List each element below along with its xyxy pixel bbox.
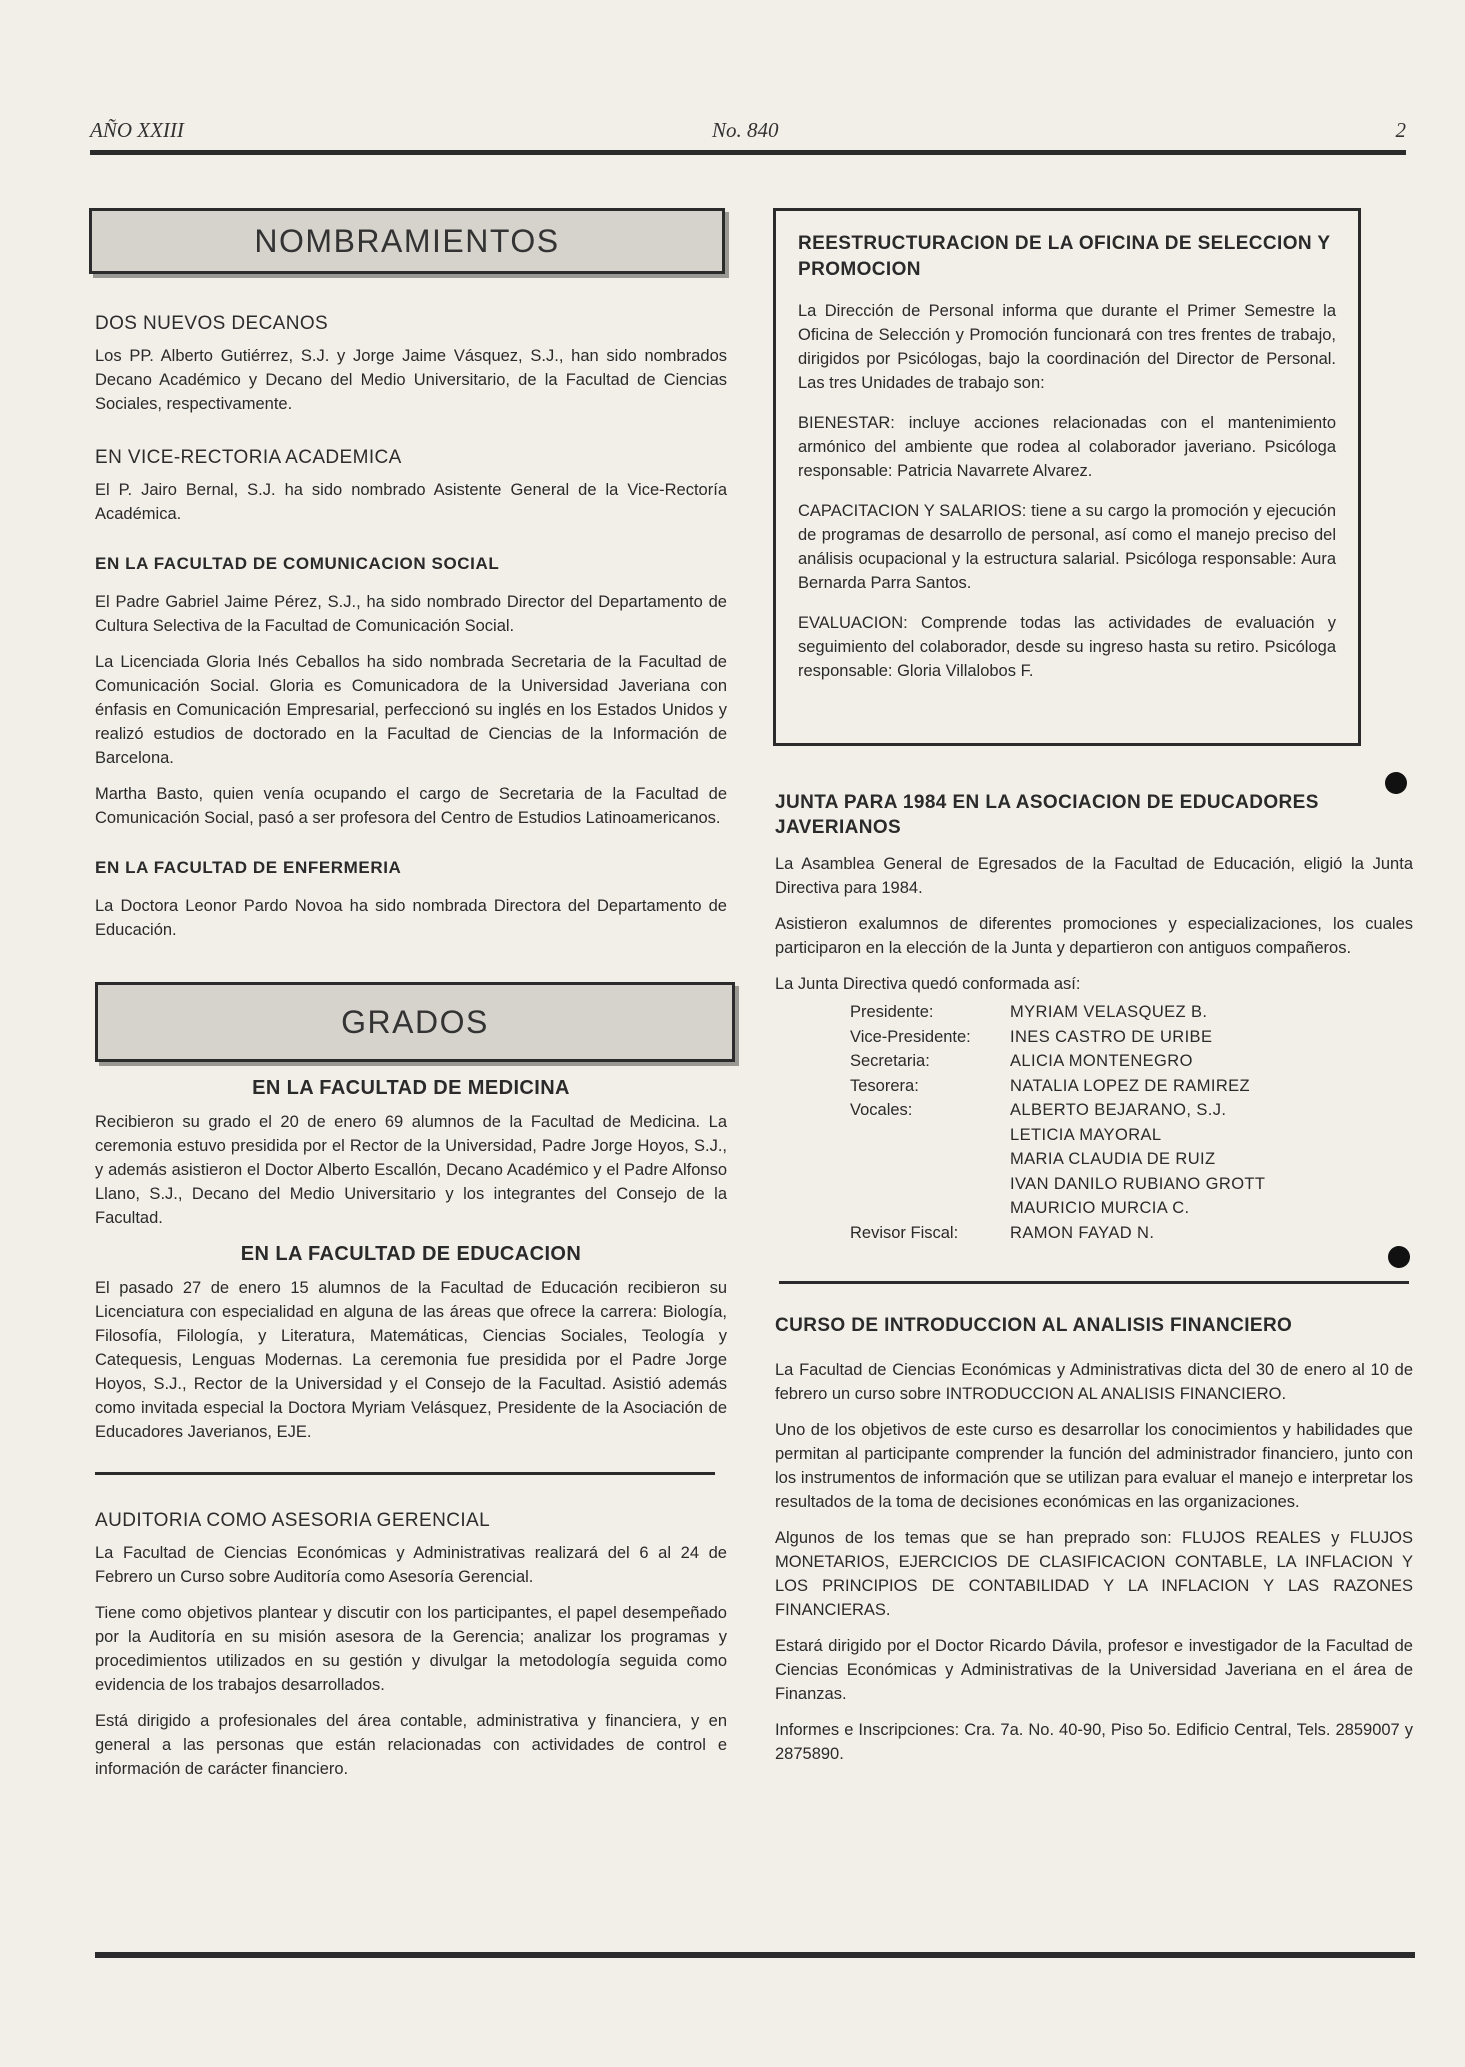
evaluacion-text: EVALUACION: Comprende todas las actividades de evaluación y seguimiento del colaborador, desde su ingreso hasta su retiro. Psicóloga responsable: Gloria Villalobos F. [798, 614, 1336, 680]
reestructuracion-heading: REESTRUCTURACION DE LA OFICINA DE SELECCION Y PROMOCION [798, 233, 1331, 280]
comunicacion-paragraph-3: Martha Basto, quien venía ocupando el cargo de Secretaria de la Facultad de Comunicación Social, pasó a ser profesora del Centro de Estudios Latinoamericanos. [95, 785, 727, 827]
comunicacion-paragraph-2: La Licenciada Gloria Inés Ceballos ha sido nombrada Secretaria de la Facultad de Comunicación Social. Gloria es Comunicadora de la Universidad Javeriana con énfasis en Comunicación Empresarial, perfeccionó su inglés en los Estados Unidos y realizó estudios de doctorado en la Facultad de Ciencias de la Información de Barcelona. [95, 653, 727, 767]
issue-number: No. 840 [712, 118, 779, 142]
junta-heading: JUNTA PARA 1984 EN LA ASOCIACION DE EDUCADORES JAVERIANOS [775, 792, 1319, 838]
roster-name: INES CASTRO DE URIBE [1010, 1027, 1213, 1046]
header-rule [90, 150, 1406, 155]
roster-role [850, 1196, 1010, 1221]
roster-name: MYRIAM VELASQUEZ B. [1010, 1003, 1208, 1021]
grados-banner: GRADOS [95, 982, 735, 1062]
section-divider [95, 1472, 715, 1475]
reestructuracion-box [773, 208, 1361, 746]
punch-hole-mark [1388, 1246, 1410, 1268]
nombramientos-banner: NOMBRAMIENTOS [89, 208, 725, 274]
junta-roster [775, 1000, 1413, 1245]
auditoria-paragraph-1: La Facultad de Ciencias Económicas y Administrativas realizará del 6 al 24 de Febrero un Curso sobre Auditoría como Asesoría Gerencial. [95, 1544, 727, 1586]
footer-rule [95, 1952, 1415, 1958]
curso-paragraph-1: La Facultad de Ciencias Económicas y Administrativas dicta del 30 de enero al 10 de febrero un curso sobre INTRODUCCION AL ANALISIS FINANCIERO. [775, 1361, 1413, 1403]
comunicacion-paragraph-1: El Padre Gabriel Jaime Pérez, S.J., ha sido nombrado Director del Departamento de Cultura Selectiva de la Facultad de Comunicación Social. [95, 593, 727, 635]
roster-role: Tesorera: [850, 1076, 919, 1095]
curso-heading: CURSO DE INTRODUCCION AL ANALISIS FINANCIERO [775, 1315, 1293, 1336]
curso-paragraph-4: Estará dirigido por el Doctor Ricardo Dávila, profesor e investigador de la Facultad de Ciencias Económicas y Administrativas de la Universidad Javeriana en el área de Finanzas. [775, 1637, 1413, 1703]
roster-name: ALICIA MONTENEGRO [1010, 1052, 1193, 1070]
auditoria-paragraph-3: Está dirigido a profesionales del área contable, administrativa y financiera, y en general a las personas que están relacionadas con actividades de control e información de carácter financiero. [95, 1712, 727, 1778]
page-header [90, 118, 1406, 152]
auditoria-heading: AUDITORIA COMO ASESORIA GERENCIAL [95, 1510, 491, 1531]
decanos-heading: DOS NUEVOS DECANOS [95, 313, 329, 334]
medicina-heading: EN LA FACULTAD DE MEDICINA [252, 1077, 570, 1099]
medicina-text: Recibieron su grado el 20 de enero 69 alumnos de la Facultad de Medicina. La ceremonia estuvo presidida por el Rector de la Universidad, Padre Jorge Hoyos, S.J., y además asistieron el Doctor Alberto Escallón, Decano Académico y el Padre Alfonso Llano, S.J., Decano del Medio Universitario y los integrantes del Consejo de la Facultad. [95, 1113, 727, 1227]
roster-name: NATALIA LOPEZ DE RAMIREZ [1010, 1076, 1251, 1095]
right-column [775, 208, 1413, 1778]
roster-role: Revisor Fiscal: [850, 1223, 959, 1242]
roster-role [850, 1147, 1010, 1172]
auditoria-paragraph-2: Tiene como objetivos plantear y discutir con los participantes, el papel desempeñado por la Auditoría en su misión asesora de la Gerencia; analizar los programas y procedimientos utilizados en su gestión y divulgar la metodología seguida como evidencia de los trabajos desarrollados. [95, 1604, 727, 1694]
junta-paragraph-3: La Junta Directiva quedó conformada así: [775, 975, 1081, 993]
section-divider [779, 1281, 1409, 1284]
roster-name: IVAN DANILO RUBIANO GROTT [1010, 1174, 1266, 1193]
enfermeria-heading: EN LA FACULTAD DE ENFERMERIA [95, 858, 402, 877]
roster-name: MAURICIO MURCIA C. [1010, 1199, 1190, 1217]
bienestar-text: BIENESTAR: incluye acciones relacionadas con el mantenimiento armónico del ambiente que rodea al colaborador javeriano. Psicóloga responsable: Patricia Navarrete Alvarez. [798, 414, 1336, 480]
comunicacion-heading: EN LA FACULTAD DE COMUNICACION SOCIAL [95, 554, 500, 573]
curso-paragraph-5: Informes e Inscripciones: Cra. 7a. No. 40-90, Piso 5o. Edificio Central, Tels. 2859007 y 2875890. [775, 1721, 1413, 1763]
punch-hole-mark [1385, 772, 1407, 794]
roster-name: RAMON FAYAD N. [1010, 1223, 1155, 1242]
vice-rectoria-heading: EN VICE-RECTORIA ACADEMICA [95, 447, 402, 468]
page-number: 2 [1395, 118, 1406, 142]
curso-paragraph-2: Uno de los objetivos de este curso es desarrollar los conocimientos y habilidades que permitan al participante comprender la función del administrador financiero, junto con los instrumentos de información que se utilizan para evaluar el manejo e interpretar los resultados de la toma de decisiones económicas en las organizaciones. [775, 1421, 1413, 1511]
roster-name: LETICIA MAYORAL [1010, 1125, 1162, 1144]
capacitacion-text: CAPACITACION Y SALARIOS: tiene a su cargo la promoción y ejecución de programas de desarrollo de personal, así como el manejo preciso del análisis ocupacional y la estructura salarial. Psicóloga responsable: Aura Bernarda Parra Santos. [798, 502, 1336, 592]
junta-paragraph-2: Asistieron exalumnos de diferentes promociones y especializaciones, los cuales participaron en la elección de la Junta y departieron con antiguos compañeros. [775, 915, 1413, 957]
roster-role: Presidente: [850, 1003, 934, 1021]
junta-paragraph-1: La Asamblea General de Egresados de la Facultad de Educación, eligió la Junta Directiva para 1984. [775, 855, 1413, 897]
roster-name: MARIA CLAUDIA DE RUIZ [1010, 1150, 1216, 1168]
roster-role: Secretaria: [850, 1052, 930, 1070]
roster-role [850, 1123, 1010, 1148]
enfermeria-text: La Doctora Leonor Pardo Novoa ha sido nombrada Directora del Departamento de Educación. [95, 897, 727, 939]
educacion-text: El pasado 27 de enero 15 alumnos de la Facultad de Educación recibieron su Licenciatura con especialidad en alguna de las áreas que ofrece la carrera: Biología, Filosofía, Filología, y Literatura, Matemáticas, Ciencias Sociales, Teología y Catequesis, Lenguas Modernas. La ceremonia fue presidida por el Padre Jorge Hoyos, S.J., Rector de la Universidad y el Consejo de la Facultad. Asistió además como invitada especial la Doctora Myriam Velásquez, Presidente de la Asociación de Educadores Javerianos, EJE. [95, 1279, 727, 1441]
decanos-text: Los PP. Alberto Gutiérrez, S.J. y Jorge Jaime Vásquez, S.J., han sido nombrados Decano Académico y Decano del Medio Universitario, de la Facultad de Ciencias Sociales, respectivamente. [95, 347, 727, 413]
left-column [95, 208, 727, 1793]
educacion-heading: EN LA FACULTAD DE EDUCACION [240, 1243, 582, 1265]
volume-label: AÑO XXIII [90, 118, 184, 142]
roster-role: Vice-Presidente: [850, 1027, 971, 1046]
roster-name: ALBERTO BEJARANO, S.J. [1010, 1101, 1227, 1119]
roster-role: Vocales: [850, 1101, 913, 1119]
roster-role [850, 1172, 1010, 1197]
vice-rectoria-text: El P. Jairo Bernal, S.J. ha sido nombrado Asistente General de la Vice-Rectoría Académica. [95, 481, 727, 523]
reestructuracion-intro: La Dirección de Personal informa que durante el Primer Semestre la Oficina de Selección y Promoción funcionará con tres frentes de trabajo, dirigidos por Psicólogas, bajo la coordinación del Director de Personal. Las tres Unidades de trabajo son: [798, 302, 1336, 392]
curso-paragraph-3: Algunos de los temas que se han preprado son: FLUJOS REALES y FLUJOS MONETARIOS, EJERCICIOS DE CLASIFICACION CONTABLE, LA INFLACION Y LOS PRINCIPIOS DE CONTABILIDAD Y LA INFLACION Y LAS RAZONES FINANCIERAS. [775, 1529, 1413, 1619]
